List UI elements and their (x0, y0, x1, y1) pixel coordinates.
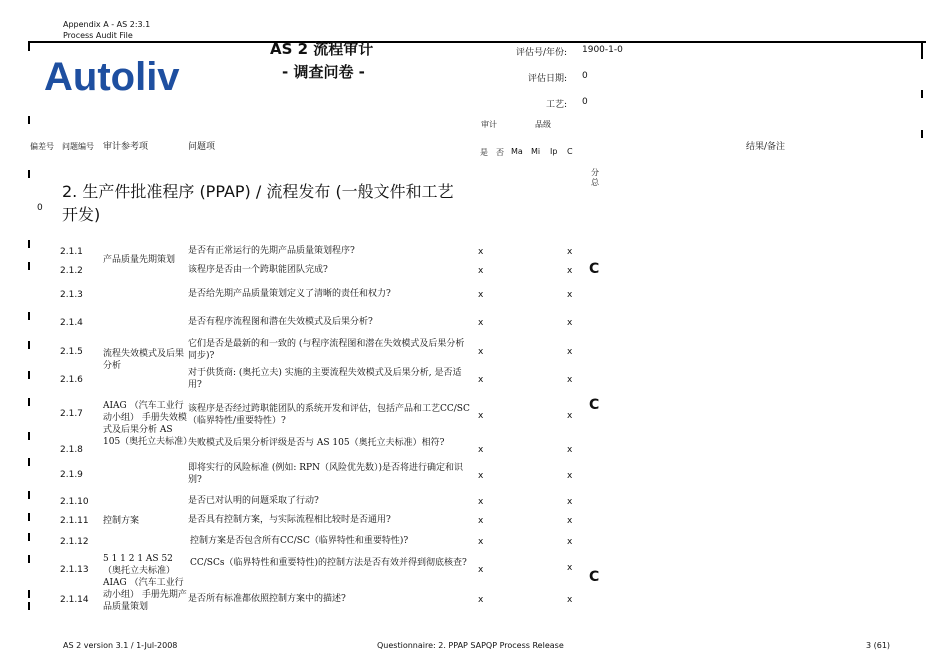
ref-aiag-apqp: 5 1 1 2 1 AS 52 （奥托立夫标准） AIAG （汽车工业行动小组） 手册先期产品质量策划 (103, 554, 187, 612)
eval-date-label: 评估日期: (528, 74, 568, 84)
c-mark: x (567, 411, 573, 421)
c-mark: x (567, 266, 573, 276)
file-label: Process Audit File (63, 31, 133, 40)
left-tick (28, 513, 30, 521)
question-no: 2.1.9 (60, 470, 83, 480)
c-mark: x (567, 318, 573, 328)
question-text: 是否有程序流程图和潜在失效模式及后果分析? (188, 317, 373, 327)
question-no: 2.1.11 (60, 516, 89, 526)
autoliv-logo (44, 54, 224, 98)
left-tick (28, 491, 30, 499)
grade-c: C (589, 397, 600, 413)
left-tick (28, 240, 30, 248)
col-no: 否 (496, 148, 504, 157)
c-mark: x (567, 516, 573, 526)
footer-page: 3 (61) (866, 641, 891, 650)
yes-mark: x (478, 318, 484, 328)
question-text: 即将实行的风险标准 (例如: RPN（风险优先数）)是否将进行确定和识别? (188, 463, 463, 485)
question-no: 2.1.4 (60, 318, 83, 328)
c-mark: x (567, 471, 573, 481)
left-tick (28, 371, 30, 379)
process-label: 工艺: (546, 100, 568, 110)
footer-version: AS 2 version 3.1 / 1-Jul-2008 (63, 641, 178, 650)
c-mark: x (567, 347, 573, 357)
eval-no-value: 1900-1-0 (582, 45, 623, 55)
grade-c: C (589, 569, 600, 585)
right-tick (921, 130, 923, 138)
yes-mark: x (478, 290, 484, 300)
yes-mark: x (478, 565, 484, 575)
section-count: 0 (37, 203, 43, 213)
appendix-label: Appendix A - AS 2:3.1 (63, 20, 151, 29)
col-c: C (567, 147, 573, 156)
question-text: 该程序是否由一个跨职能团队完成? (188, 265, 328, 275)
question-text: 是否有正常运行的先期产品质量策划程序? (188, 246, 355, 256)
col-deviation-no: 偏差号 (30, 142, 54, 151)
left-tick (28, 312, 30, 320)
right-tick (921, 90, 923, 98)
left-tick (28, 170, 30, 178)
question-no: 2.1.6 (60, 375, 83, 385)
left-tick (28, 116, 30, 124)
section-title: 2. 生产件批准程序 (PPAP) / 流程发布 (一般文件和工艺开发) (62, 182, 454, 224)
c-mark: x (567, 497, 573, 507)
page-subtitle: - 调查问卷 - (282, 63, 365, 81)
question-text: 该程序是否经过跨职能团队的系统开发和评估，包括产品和工艺CC/SC（临界特性/重要特性）? (188, 404, 470, 426)
question-no: 2.1.12 (60, 537, 89, 547)
left-tick (28, 398, 30, 406)
question-no: 2.1.14 (60, 595, 89, 605)
c-mark: x (567, 247, 573, 257)
question-no: 2.1.8 (60, 445, 83, 455)
col-mi: Mi (531, 147, 541, 156)
svg-text:Autoliv: Autoliv (44, 55, 180, 98)
process-value: 0 (582, 97, 588, 107)
left-tick (28, 341, 30, 349)
question-text: 它们是否是最新的和一致的 (与程序流程图和潜在失效模式及后果分析同步)? (188, 339, 465, 361)
eval-date-value: 0 (582, 71, 588, 81)
question-no: 2.1.7 (60, 409, 83, 419)
question-no: 2.1.5 (60, 347, 83, 357)
question-text: 是否已对认明的问题采取了行动? (188, 496, 319, 506)
question-text: 是否给先期产品质量策划定义了清晰的责任和权力? (188, 289, 391, 299)
c-mark: x (567, 375, 573, 385)
footer-questionnaire: Questionnaire: 2. PPAP SAPQP Process Release (377, 641, 564, 650)
yes-mark: x (478, 595, 484, 605)
question-no: 2.1.10 (60, 497, 89, 507)
c-mark: x (567, 595, 573, 605)
c-mark: x (567, 537, 573, 547)
yes-mark: x (478, 516, 484, 526)
yes-mark: x (478, 375, 484, 385)
question-text: 控制方案是否包含所有CC/SC（临界特性和重要特性)? (190, 536, 409, 546)
yes-mark: x (478, 247, 484, 257)
left-tick (28, 555, 30, 563)
question-no: 2.1.13 (60, 565, 89, 575)
yes-mark: x (478, 497, 484, 507)
yes-mark: x (478, 537, 484, 547)
grade-c: C (589, 261, 600, 277)
ref-aiag-fmea: AIAG （汽车工业行动小组） 手册失效模式及后果分析 AS 105（奥托立夫标准） (103, 401, 193, 447)
right-edge-top (921, 41, 923, 59)
col-audit: 审计 (481, 120, 497, 129)
question-text: 是否具有控制方案，与实际流程相比较时是否通用? (188, 515, 391, 525)
yes-mark: x (478, 471, 484, 481)
left-tick (28, 458, 30, 466)
ref-apqp: 产品质量先期策划 (103, 255, 176, 265)
c-mark: x (567, 563, 573, 573)
yes-mark: x (478, 266, 484, 276)
question-no: 2.1.2 (60, 266, 83, 276)
question-text: 对于供货商: (奥托立夫) 实施的主要流程失效模式及后果分析, 是否适用? (188, 368, 462, 390)
col-score: 分总 (591, 168, 599, 187)
eval-no-label: 评估号/年份: (516, 48, 568, 58)
question-no: 2.1.3 (60, 290, 83, 300)
left-tick (28, 432, 30, 440)
c-mark: x (567, 445, 573, 455)
question-text: CC/SCs（临界特性和重要特性)的控制方法是否有效并得到彻底核查? (190, 558, 467, 568)
col-ma: Ma (511, 147, 523, 156)
left-tick (28, 533, 30, 541)
left-edge-top (28, 41, 30, 51)
col-question-no: 问题编号 (62, 142, 94, 151)
left-tick (28, 262, 30, 270)
question-no: 2.1.1 (60, 247, 83, 257)
ref-pfmea: 流程失效模式及后果分析 (103, 349, 185, 371)
col-question: 问题项 (188, 142, 216, 152)
col-audit-ref: 审计参考项 (103, 142, 149, 152)
left-tick (28, 590, 30, 598)
yes-mark: x (478, 445, 484, 455)
ref-control-plan: 控制方案 (103, 516, 140, 526)
left-tick (28, 602, 30, 610)
col-grade: 品级 (535, 120, 551, 129)
col-result: 结果/备注 (746, 142, 786, 152)
question-text: 失败模式及后果分析评级是否与 AS 105（奥托立夫标准）相符? (188, 438, 445, 448)
c-mark: x (567, 290, 573, 300)
yes-mark: x (478, 411, 484, 421)
page-title: AS 2 流程审计 (270, 40, 374, 58)
question-text: 是否所有标准都依照控制方案中的描述? (188, 594, 346, 604)
col-ip: Ip (550, 147, 558, 156)
top-rule (28, 41, 926, 43)
col-yes: 是 (480, 148, 488, 157)
yes-mark: x (478, 347, 484, 357)
